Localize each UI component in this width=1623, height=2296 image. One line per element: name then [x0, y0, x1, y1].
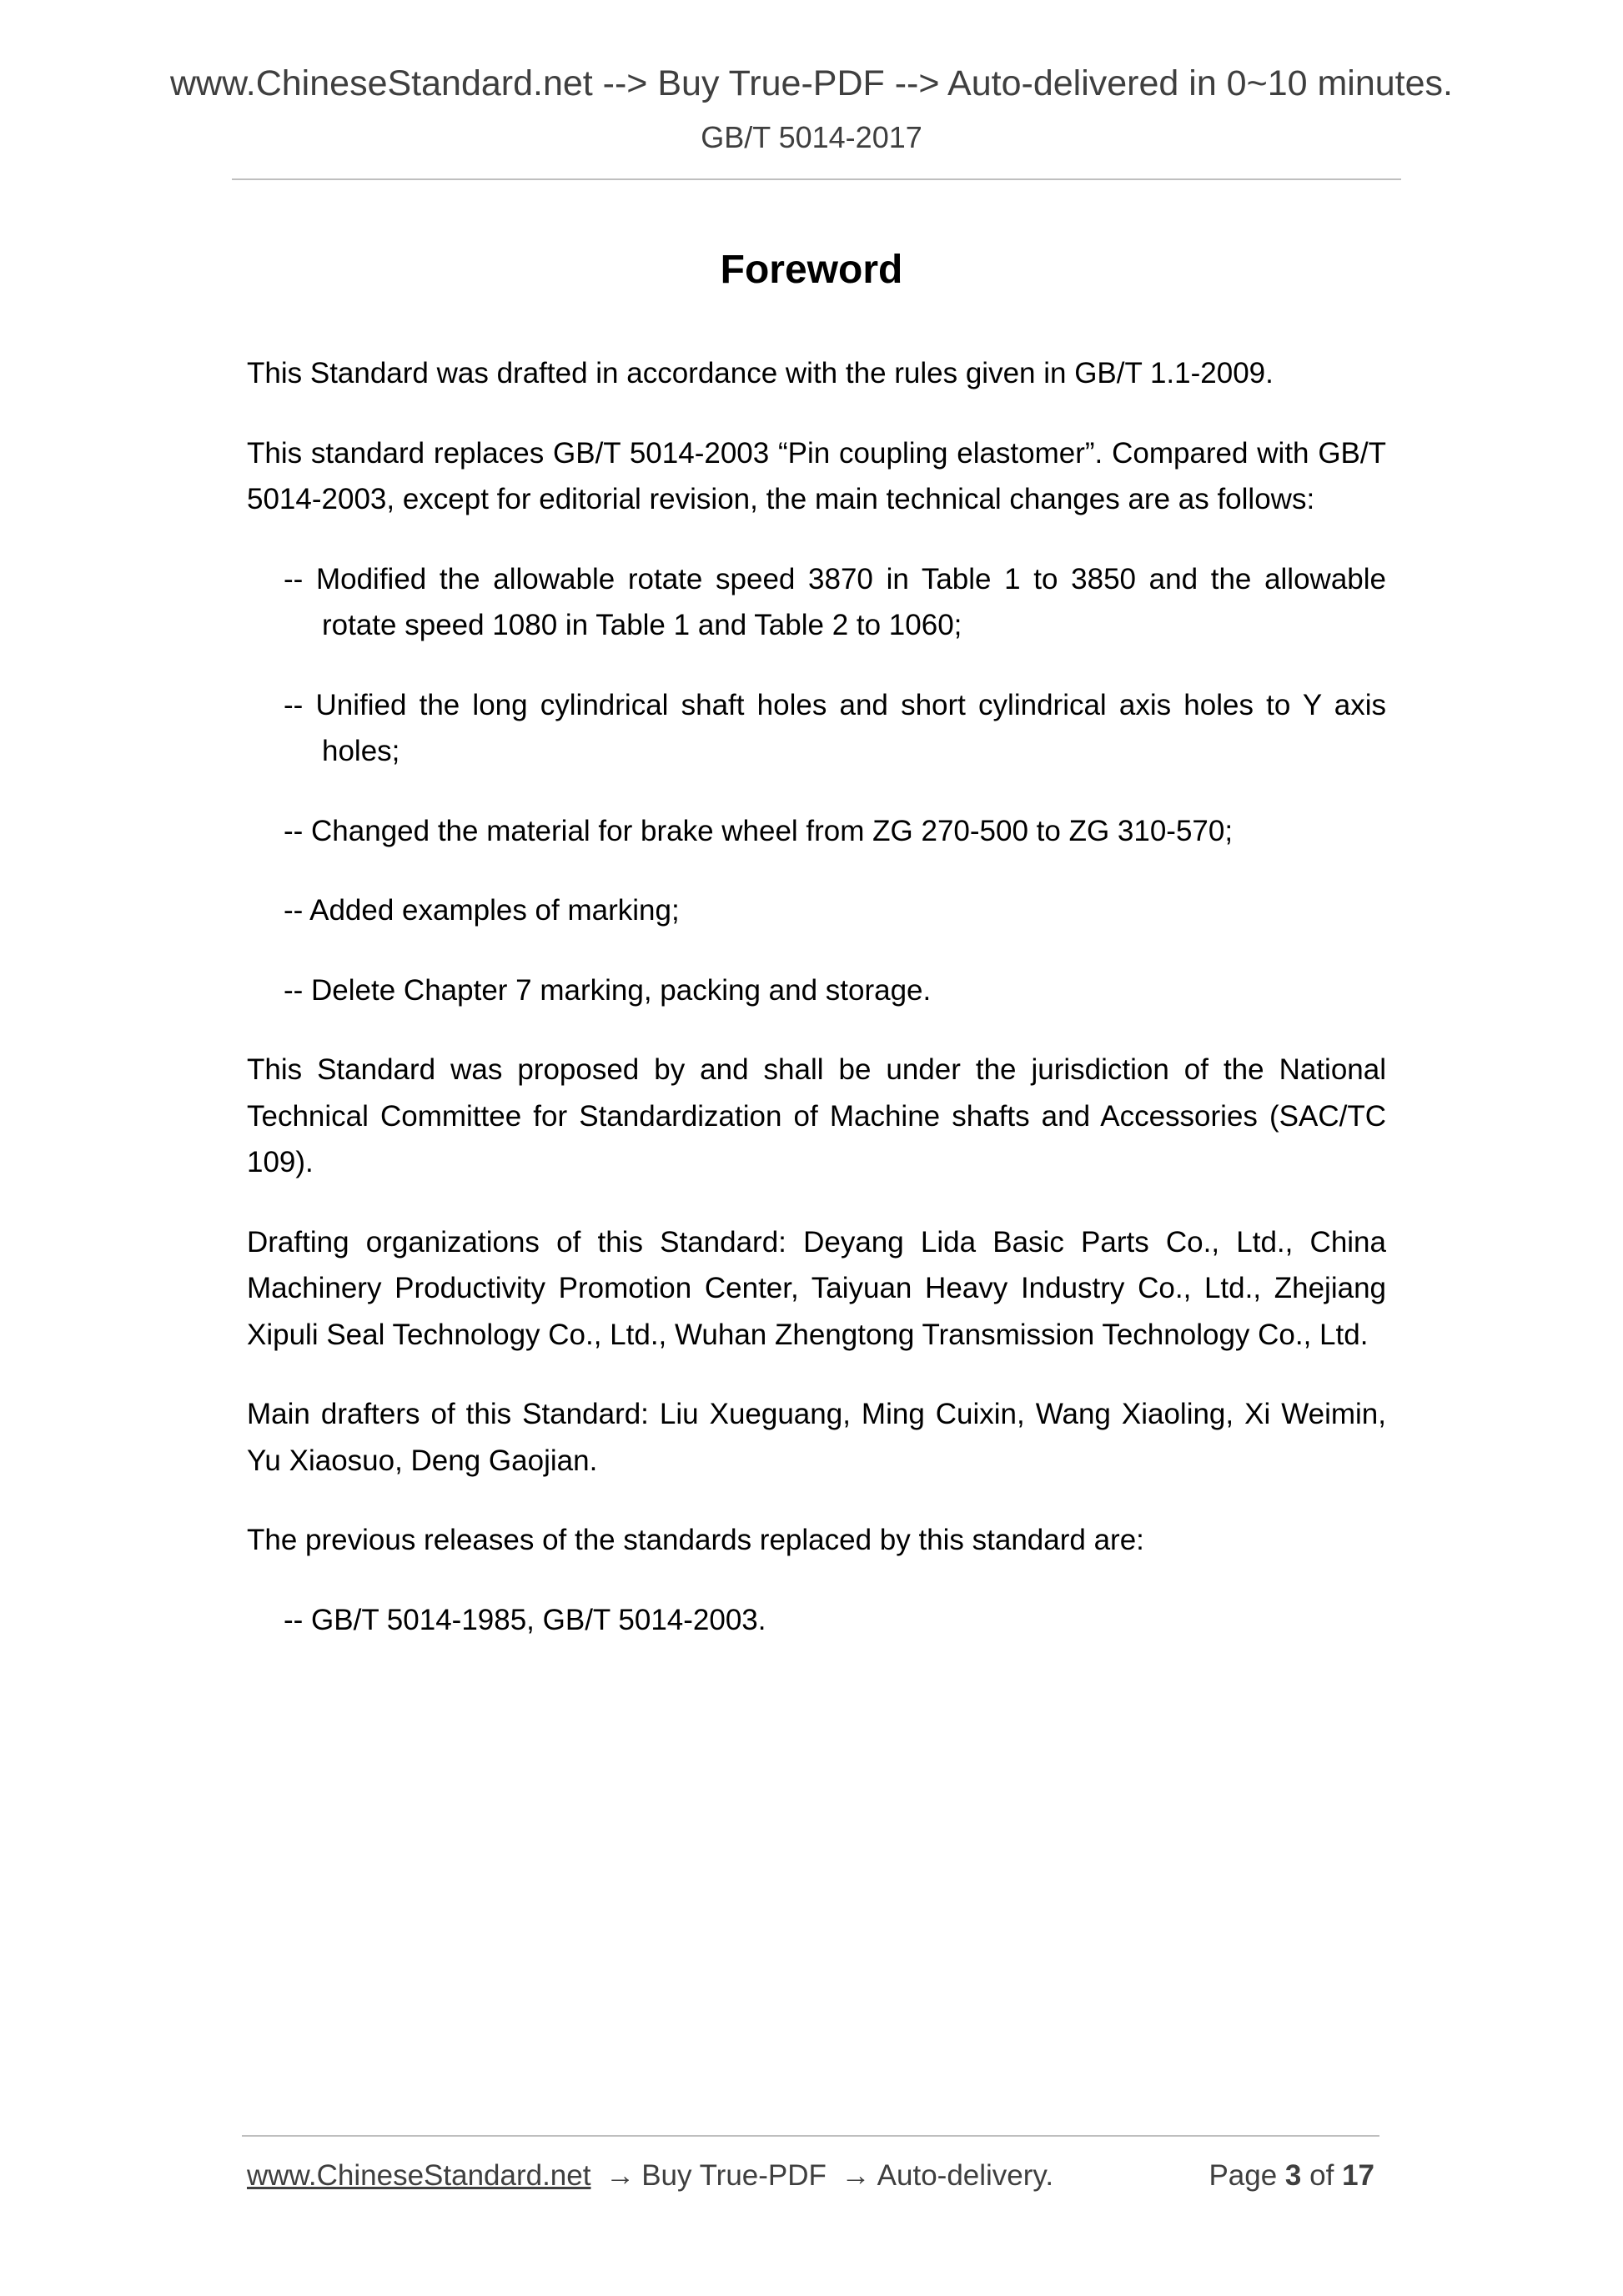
list-item-change-4: -- Added examples of marking; [284, 894, 680, 927]
document-code: GB/T 5014-2017 [701, 120, 922, 154]
list-item-previous-release: -- GB/T 5014-1985, GB/T 5014-2003. [284, 1603, 766, 1636]
footer-buy-text: Buy True-PDF [641, 2159, 827, 2192]
list-item-change-5: -- Delete Chapter 7 marking, packing and storage. [284, 973, 932, 1007]
list-item-change-3: -- Changed the material for brake wheel from ZG 270-500 to ZG 310-570; [284, 814, 1234, 847]
header-banner: www.ChineseStandard.net --> Buy True-PDF --> Auto-delivered in 0~10 minutes. [169, 63, 1453, 103]
page-label: Page [1208, 2159, 1278, 2192]
arrow-right-icon: → [841, 2159, 871, 2192]
header-divider [232, 178, 1401, 180]
paragraph-replaces: This standard replaces GB/T 5014-2003 “Pin coupling elastomer”. Compared with GB/T 5014-2003, except for editorial revision, the main technical changes are as follows: [247, 436, 1386, 515]
footer-site-link[interactable]: www.ChineseStandard.net [247, 2159, 591, 2192]
paragraph-drafting-organizations: Drafting organizations of this Standard: Deyang Lida Basic Parts Co., Ltd., China Machinery Productivity Promotion Center, Taiyuan Heavy Industry Co., Ltd., Zhejiang Xipuli Seal Technology Co., Ltd., Wuhan Zhengtong Transmission Technology Co., Ltd. [247, 1225, 1386, 1351]
paragraph-previous-releases: The previous releases of the standards replaced by this standard are: [247, 1524, 1144, 1556]
footer-divider [242, 2135, 1379, 2137]
page-current: 3 [1284, 2159, 1302, 2192]
list-item-change-2: -- Unified the long cylindrical shaft holes and short cylindrical axis holes to Y axis holes; [284, 688, 1386, 767]
page-title: Foreword [720, 248, 903, 292]
footer-promo [247, 2159, 1053, 2193]
paragraph-jurisdiction: This Standard was proposed by and shall be under the jurisdiction of the National Technical Committee for Standardization of Machine shafts and Accessories (SAC/TC 109). [247, 1053, 1386, 1178]
list-item-change-1: -- Modified the allowable rotate speed 3870 in Table 1 to 3850 and the allowable rotate speed 1080 in Table 1 and Table 2 to 1060; [284, 562, 1386, 641]
page-of-label: of [1309, 2159, 1334, 2192]
page-indicator [1208, 2159, 1374, 2193]
paragraph-main-drafters: Main drafters of this Standard: Liu Xueguang, Ming Cuixin, Wang Xiaoling, Xi Weimin, Yu Xiaosuo, Deng Gaojian. [247, 1398, 1386, 1477]
footer-delivery-text: Auto-delivery. [877, 2159, 1054, 2192]
page-total: 17 [1342, 2159, 1374, 2192]
arrow-right-icon: → [605, 2159, 636, 2192]
document-body [247, 350, 1386, 1676]
paragraph-drafting-rules: This Standard was drafted in accordance with the rules given in GB/T 1.1-2009. [247, 357, 1274, 389]
